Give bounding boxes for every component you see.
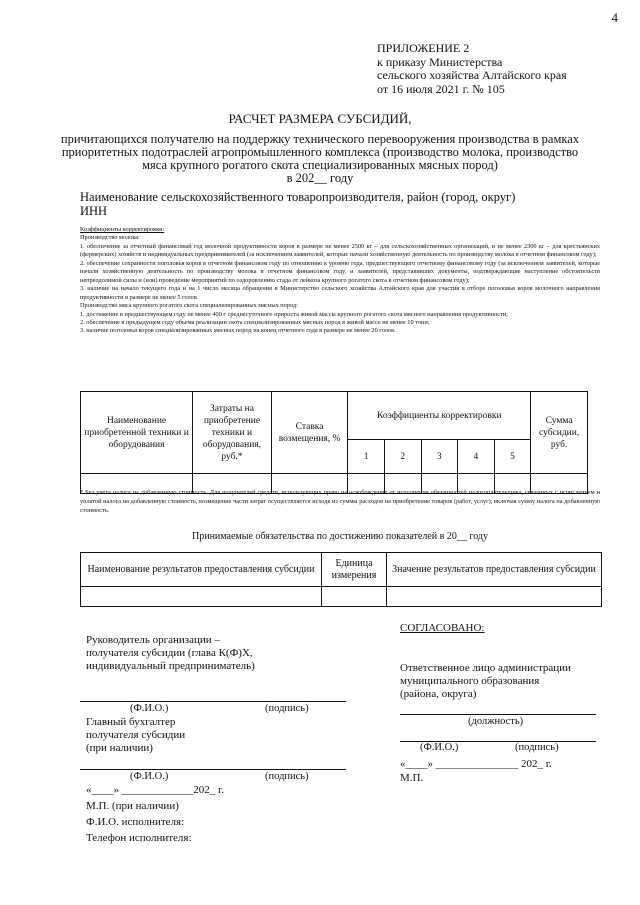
position-line[interactable] xyxy=(400,714,596,715)
footnote: * Без учета налога на добавленную стоимость. Для получателей средств, использующих право на освобождение от исполнения обязанностей налогоплательщика, связанных с исчислением и уплатой налога на добавленную стоимость, возмещение части затрат осуществляется исходя из суммы расходов на приобретение товаров (работ, услуг), включая сумму налога на добавленную стоимость. xyxy=(80,489,600,514)
milk-condition: 2. обеспечение сохранности поголовья коров в отчетном финансовом году по отношению к уровню года, предшествующего отчетному финансовому году (за исключением заявителей, которые начали хозяйственную деятельность по производству молока в отчетном финансовом году, и заявителей, представивших документы, подтверждающие наступление обстоятельств непреодолимой силы и (или) проведение мероприятий по оздоровлению стада от лейкоза крупного рогатого скота в отчетном финансовом году); xyxy=(80,259,600,284)
official-block xyxy=(400,662,571,701)
official-label: Ответственное лицо администрации xyxy=(400,662,571,674)
col-unit: Единица измерения xyxy=(322,553,387,587)
col-subsidy-sum: Сумма субсидии, руб. xyxy=(531,392,588,474)
table-cell[interactable] xyxy=(322,587,387,607)
signature-line[interactable] xyxy=(80,769,346,770)
title-line: причитающихся получателю на поддержку технического перевооружения производства в рамках xyxy=(60,132,580,146)
coef-number: 1 xyxy=(348,440,385,474)
executor-label: Ф.И.О. исполнителя: xyxy=(86,816,185,828)
appendix-header xyxy=(377,42,567,96)
col-equipment-name: Наименование приобретенной техники и оборудования xyxy=(81,392,193,474)
accountant-label: получателя субсидии xyxy=(86,729,186,741)
table-cell[interactable] xyxy=(387,587,602,607)
obligations-table xyxy=(80,552,602,607)
coefficients-header: Коэффициенты корректировки: xyxy=(80,226,165,233)
appendix-ministry-line: сельского хозяйства Алтайского края xyxy=(377,68,567,82)
col-coefficients: Коэффициенты корректировки xyxy=(348,392,531,440)
position-caption: (должность) xyxy=(468,716,524,727)
subsidy-calculation-table xyxy=(80,391,588,494)
head-label: индивидуальный предприниматель) xyxy=(86,660,255,672)
meat-header: Производство мяса крупного рогатого скота специализированных мясных пород: xyxy=(80,302,298,310)
title-line: приоритетных подотраслей агропромышленного комплекса (производство молока, производство xyxy=(61,145,579,159)
sign-caption: (подпись) xyxy=(265,703,309,714)
head-label: Руководитель организации – xyxy=(86,634,220,646)
meat-condition: 3. наличие поголовья коров специализированных мясных пород на конец отчетного года в размере не менее 20 голов. xyxy=(80,327,396,335)
stamp-left: М.П. (при наличии) xyxy=(86,800,179,812)
coef-number: 3 xyxy=(421,440,458,474)
table-cell[interactable] xyxy=(81,587,322,607)
meat-condition: 1. достижение в предшествующем году не менее 400 г среднесуточного прироста живой массы крупного рогатого скота мясного направления продуктивности; xyxy=(80,310,508,318)
title-heading: РАСЧЕТ РАЗМЕРА СУБСИДИЙ, xyxy=(228,111,412,126)
inn-label: ИНН xyxy=(80,204,108,218)
sign-caption: (подпись) xyxy=(265,771,309,782)
date-left: «____» _____________202_ г. xyxy=(86,784,225,796)
accountant-label: Главный бухгалтер xyxy=(86,716,176,728)
page-number: 4 xyxy=(611,10,618,25)
producer-name-label: Наименование сельскохозяйственного товаропроизводителя, район (город, округ) xyxy=(80,190,516,204)
col-result-name: Наименование результатов предоставления субсидии xyxy=(81,553,322,587)
fio-caption: (Ф.И.О.) xyxy=(130,703,169,714)
milk-header: Производство молока: xyxy=(80,234,140,242)
sign-caption: (подпись) xyxy=(515,742,559,753)
signature-line[interactable] xyxy=(80,701,346,702)
appendix-order-line: к приказу Министерства xyxy=(377,54,503,69)
milk-condition: 3. наличие на начало текущего года и на 1 число месяца обращения в Министерство сельского хозяйства Алтайского края для участия в отборе поголовья коров молочного направления продуктивности в размере не менее 5 голов. xyxy=(80,285,600,301)
appendix-title: ПРИЛОЖЕНИЕ 2 xyxy=(377,41,470,55)
col-rate: Ставка возмещения, % xyxy=(271,392,348,474)
accountant-block xyxy=(86,716,185,755)
coef-number: 2 xyxy=(384,440,421,474)
obligations-heading: Принимаемые обязательства по достижению показателей в 20__ году xyxy=(192,531,488,542)
title-line: мяса крупного рогатого скота специализированных мясных пород) xyxy=(142,158,498,172)
date-right: «____» _______________ 202_ г. xyxy=(400,758,552,770)
fio-caption: (Ф.И.О.) xyxy=(420,742,459,753)
official-label: (района, округа) xyxy=(400,688,477,700)
milk-condition: 1. обеспечение за отчетный финансовый год молочной продуктивности коров в размере не менее 2500 кг – для сельскохозяйственных организаций, и не менее 2300 кг – для крестьянских (фермерских) хозяйств и индивидуальных предпринимателей (за исключением заявителей, которые начали хозяйственную деятельность по производству молока в отчетном финансовом году); xyxy=(80,242,600,259)
accountant-label: (при наличии) xyxy=(86,742,153,754)
col-costs: Затраты на приобретение техники и оборудования, руб.* xyxy=(193,392,272,474)
head-signature-block xyxy=(86,634,255,673)
fio-caption: (Ф.И.О.) xyxy=(130,771,169,782)
agreed-label: СОГЛАСОВАНО: xyxy=(400,622,485,634)
meat-condition: 2. обеспечение в предыдущем году объема реализации скота специализированных мясных пород в живой массе не менее 10 тонн; xyxy=(80,318,430,326)
document-title xyxy=(40,112,600,185)
official-label: муниципального образования xyxy=(400,675,540,687)
title-year: в 202__ году xyxy=(286,171,354,185)
producer-block xyxy=(80,190,515,218)
stamp-right: М.П. xyxy=(400,772,424,784)
coef-number: 4 xyxy=(458,440,495,474)
appendix-date-line: от 16 июля 2021 г. № 105 xyxy=(377,81,505,96)
coef-number: 5 xyxy=(494,440,531,474)
table-row xyxy=(81,587,602,607)
col-result-value: Значение результатов предоставления субсидии xyxy=(387,553,602,587)
coefficients-section xyxy=(80,226,600,336)
head-label: получателя субсидии (глава К(Ф)Х, xyxy=(86,647,253,659)
phone-label: Телефон исполнителя: xyxy=(86,832,192,844)
